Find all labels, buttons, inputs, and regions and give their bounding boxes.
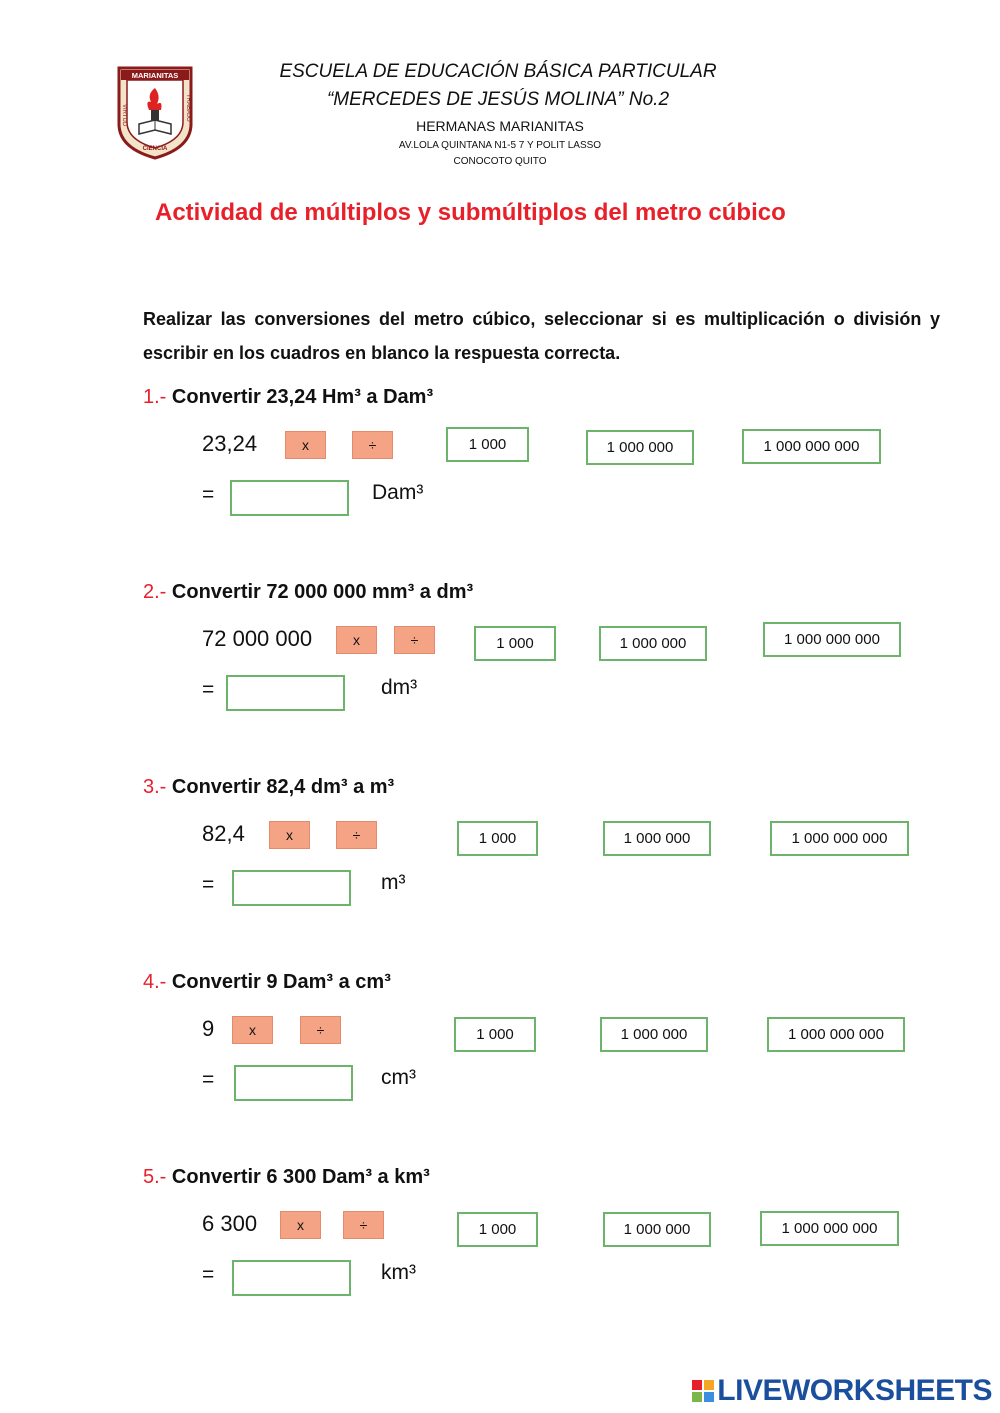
start-value: 72 000 000 <box>202 626 313 651</box>
brand-text: LIVEWORKSHEETS <box>717 1374 992 1407</box>
question-number: 3.- <box>143 776 167 798</box>
question-heading <box>143 386 433 409</box>
factor-option[interactable]: 1 000 000 000 <box>760 1211 899 1246</box>
answer-input[interactable] <box>232 870 351 906</box>
brand-icon <box>692 1380 714 1402</box>
question-text: Convertir 72 000 000 mm³ a dm³ <box>171 581 474 603</box>
question-text: Convertir 9 Dam³ a cm³ <box>171 971 391 993</box>
divide-button[interactable]: ÷ <box>352 431 393 459</box>
factor-option[interactable]: 1 000 000 <box>603 821 711 856</box>
school-name: “MERCEDES DE JESÚS MOLINA” No.2 <box>326 89 670 110</box>
question-number: 2.- <box>143 581 167 603</box>
school-type: ESCUELA DE EDUCACIÓN BÁSICA PARTICULAR <box>279 61 717 82</box>
target-unit: Dam³ <box>372 481 424 504</box>
question-text: Convertir 82,4 dm³ a m³ <box>171 776 395 798</box>
start-value: 82,4 <box>202 821 245 846</box>
brand-square-blue <box>704 1392 714 1402</box>
equals-sign: = <box>202 483 215 506</box>
factor-option[interactable]: 1 000 <box>446 427 529 462</box>
school-order: HERMANAS MARIANITAS <box>416 118 584 134</box>
question-heading <box>143 776 394 799</box>
factor-option[interactable]: 1 000 000 000 <box>767 1017 905 1052</box>
divide-button[interactable]: ÷ <box>300 1016 341 1044</box>
question-text: Convertir 6 300 Dam³ a km³ <box>171 1166 430 1188</box>
equals-sign: = <box>202 873 215 896</box>
equals-sign: = <box>202 1263 215 1286</box>
brand-square-orange <box>704 1380 714 1390</box>
logo-right-text: TRABAJO <box>185 94 191 122</box>
school-address: AV.LOLA QUINTANA N1-5 7 Y POLIT LASSO <box>398 140 602 151</box>
question-number: 4.- <box>143 971 167 993</box>
factor-option[interactable]: 1 000 <box>457 821 538 856</box>
multiply-button[interactable]: x <box>336 626 377 654</box>
question-heading <box>143 971 391 994</box>
answer-input[interactable] <box>234 1065 353 1101</box>
start-value: 6 300 <box>202 1211 258 1236</box>
factor-option[interactable]: 1 000 000 <box>586 430 694 465</box>
divide-button[interactable]: ÷ <box>343 1211 384 1239</box>
question-number: 1.- <box>143 386 167 408</box>
multiply-button[interactable]: x <box>232 1016 273 1044</box>
logo-bottom-text: CIENCIA <box>142 146 168 152</box>
logo-left-text: VIRTUD <box>121 104 127 127</box>
start-value: 23,24 <box>202 431 258 456</box>
multiply-button[interactable]: x <box>269 821 310 849</box>
divide-button[interactable]: ÷ <box>336 821 377 849</box>
answer-input[interactable] <box>226 675 345 711</box>
answer-input[interactable] <box>232 1260 351 1296</box>
divide-button[interactable]: ÷ <box>394 626 435 654</box>
school-city: CONOCOTO QUITO <box>453 156 547 167</box>
brand-square-red <box>692 1380 702 1390</box>
factor-option[interactable]: 1 000 000 000 <box>763 622 901 657</box>
question-number: 5.- <box>143 1166 167 1188</box>
factor-option[interactable]: 1 000 <box>454 1017 536 1052</box>
factor-option[interactable]: 1 000 <box>457 1212 538 1247</box>
brand-square-green <box>692 1392 702 1402</box>
equals-sign: = <box>202 1068 215 1091</box>
target-unit: km³ <box>381 1261 416 1284</box>
start-value: 9 <box>202 1016 215 1041</box>
target-unit: dm³ <box>381 676 418 699</box>
brand-logo <box>692 1374 992 1408</box>
question-heading <box>143 581 473 604</box>
question-heading <box>143 1166 430 1189</box>
factor-option[interactable]: 1 000 000 <box>603 1212 711 1247</box>
equals-sign: = <box>202 678 215 701</box>
target-unit: cm³ <box>381 1066 416 1089</box>
multiply-button[interactable]: x <box>280 1211 321 1239</box>
factor-option[interactable]: 1 000 000 <box>599 626 707 661</box>
factor-option[interactable]: 1 000 000 000 <box>770 821 909 856</box>
instructions: Realizar las conversiones del metro cúbico, seleccionar si es multiplicación o división y escribir en los cuadros en blanco la respuesta correcta. <box>143 309 940 363</box>
factor-option[interactable]: 1 000 000 000 <box>742 429 881 464</box>
multiply-button[interactable]: x <box>285 431 326 459</box>
logo-top-text: MARIANITAS <box>131 71 179 80</box>
page-title: Actividad de múltiplos y submúltiplos del metro cúbico <box>155 199 786 226</box>
target-unit: m³ <box>381 871 406 894</box>
factor-option[interactable]: 1 000 <box>474 626 556 661</box>
factor-option[interactable]: 1 000 000 <box>600 1017 708 1052</box>
question-text: Convertir 23,24 Hm³ a Dam³ <box>171 386 434 408</box>
answer-input[interactable] <box>230 480 349 516</box>
